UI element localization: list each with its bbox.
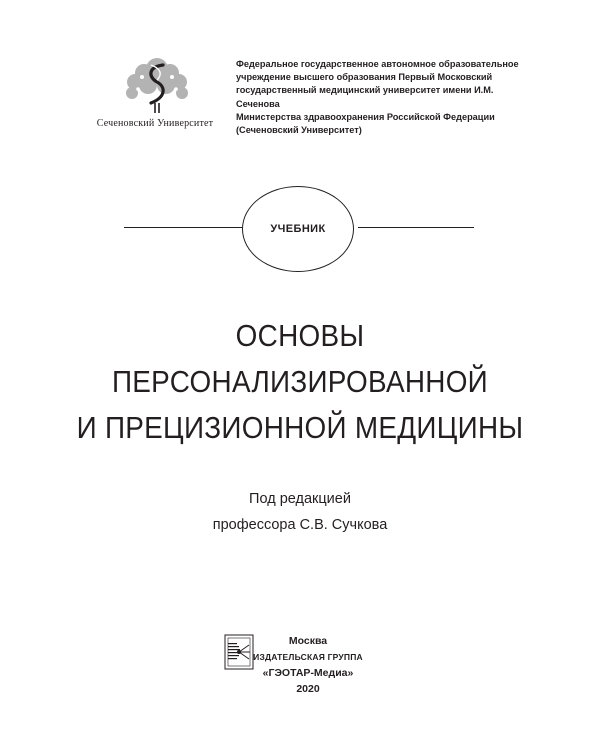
book-title-line: И ПРЕЦИЗИОННОЙ МЕДИЦИНЫ <box>76 410 524 445</box>
institution-line: (Сеченовский Университет) <box>236 125 362 136</box>
institution-name <box>236 58 536 137</box>
university-logo-icon <box>118 55 196 117</box>
institution-line: государственный медицинский университет имени И.М. Сеченова <box>236 85 494 109</box>
publisher-city: Москва <box>288 635 328 647</box>
book-title-line: ПЕРСОНАЛИЗИРОВАННОЙ <box>111 364 489 399</box>
divider-right <box>358 227 474 228</box>
institution-line: Федеральное государственное автономное образовательное <box>236 59 519 69</box>
institution-line: Министерства здравоохранения Российской Федерации <box>236 111 495 122</box>
textbook-badge-label: УЧЕБНИК <box>270 223 326 235</box>
editor-line: профессора С.В. Сучкова <box>212 517 388 533</box>
editor-credit <box>100 486 500 538</box>
book-title <box>57 313 543 451</box>
publisher-block <box>248 633 368 697</box>
publisher-group: ИЗДАТЕЛЬСКАЯ ГРУППА <box>253 652 363 662</box>
university-logo-caption: Сеченовский Университет <box>96 118 214 129</box>
publisher-name: «ГЭОТАР-Медиа» <box>262 667 354 679</box>
divider-left <box>124 227 242 228</box>
institution-line: учреждение высшего образования Первый Московский <box>236 72 493 83</box>
publication-year: 2020 <box>296 683 320 695</box>
book-title-line: ОСНОВЫ <box>235 318 365 353</box>
textbook-badge <box>242 186 354 272</box>
editor-line: Под редакцией <box>249 491 351 507</box>
